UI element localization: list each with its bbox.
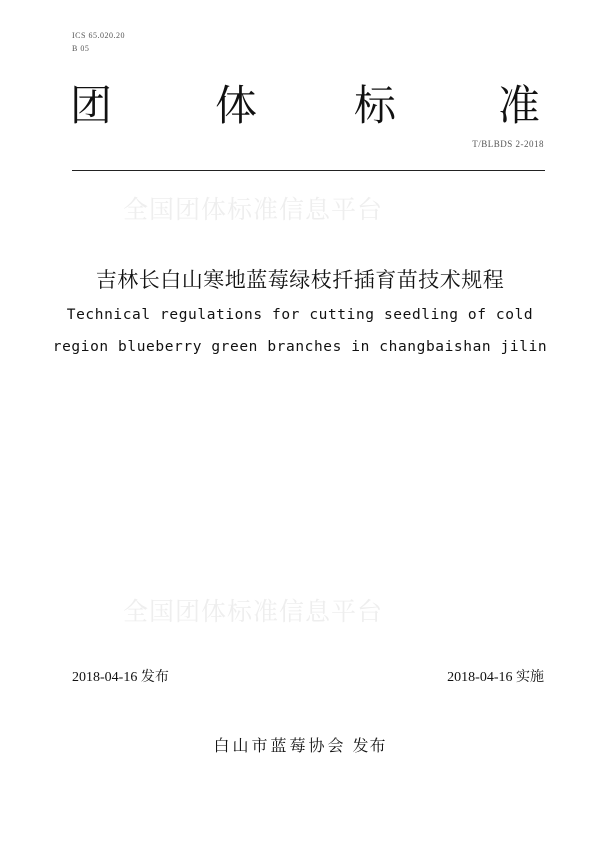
english-title-line-1: Technical regulations for cutting seedling of cold (66, 307, 534, 323)
ics-code: ICS 65.020.20 (72, 31, 125, 40)
chinese-title: 吉林长白山寒地蓝莓绿枝扦插育苗技术规程 (95, 268, 505, 292)
watermark-bottom: 全国团体标准信息平台 (123, 597, 384, 626)
document-type-char: 体 (215, 81, 258, 130)
watermark-top: 全国团体标准信息平台 (123, 195, 384, 224)
document-type-title (70, 78, 545, 134)
ccs-code: B 05 (72, 44, 90, 53)
document-type-char: 准 (498, 81, 541, 130)
publisher-line (0, 733, 600, 756)
standard-number: T/BLBDS 2-2018 (472, 139, 544, 149)
publisher-action: 发布 (352, 736, 387, 755)
document-type-char: 团 (70, 81, 113, 130)
publish-date: 2018-04-16 发布 (72, 670, 169, 685)
header-divider (72, 170, 545, 171)
document-type-char: 标 (354, 81, 397, 130)
implementation-date: 2018-04-16 实施 (447, 670, 544, 685)
publisher-organization: 白山市蓝莓协会 (213, 736, 347, 755)
english-title-line-2: region blueberry green branches in changbaishan jilin (52, 339, 548, 355)
